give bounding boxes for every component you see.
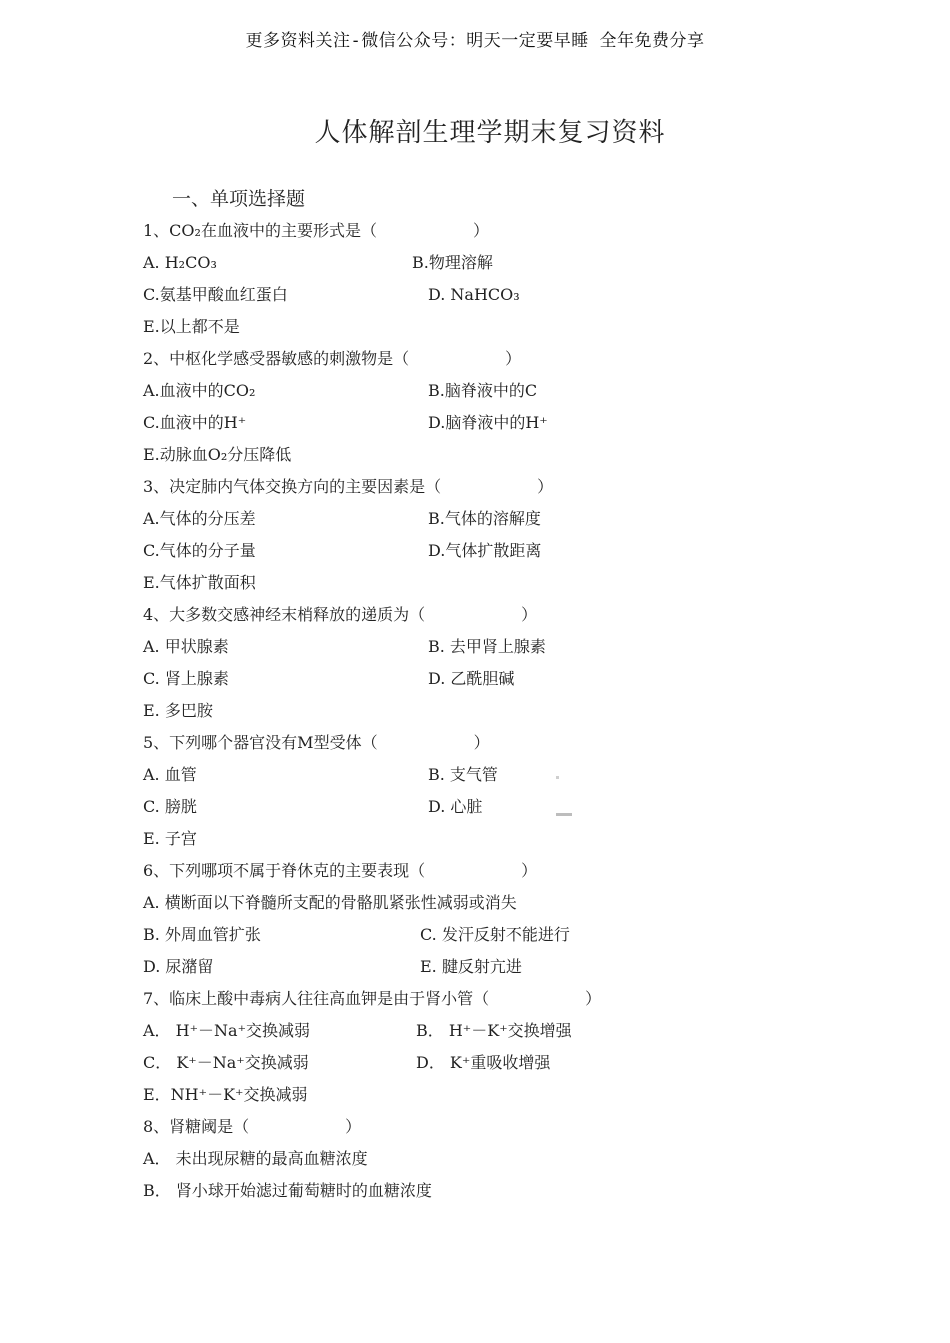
q1-option-e: E.以上都不是 [143, 317, 240, 336]
q3-option-b: B.气体的溶解度 [428, 509, 541, 528]
question-6: 6、下列哪项不属于脊休克的主要表现（ ） [143, 861, 538, 880]
q3-option-e: E.气体扩散面积 [143, 573, 256, 592]
q3-option-a: A.气体的分压差 [143, 509, 256, 528]
q5-option-e: E. 子宫 [143, 829, 197, 848]
question-2: 2、中枢化学感受器敏感的刺激物是（ ） [143, 349, 522, 368]
q4-option-a: A. 甲状腺素 [143, 637, 229, 656]
q5-option-b: B. 支气管 [428, 765, 498, 784]
question-8: 8、肾糖阈是（ ） [143, 1117, 362, 1136]
q7-option-b: B． H⁺－K⁺交换增强 [416, 1021, 572, 1040]
q1-option-b: B.物理溶解 [412, 253, 493, 272]
q7-option-c: C． K⁺－Na⁺交换减弱 [143, 1053, 309, 1072]
question-4: 4、大多数交感神经末梢释放的递质为（ ） [143, 605, 538, 624]
q1-option-a: A. H₂CO₃ [143, 253, 217, 272]
wechat-banner: 更多资料关注-微信公众号：明天一定要早睡 全年免费分享 [245, 31, 705, 51]
q6-option-e: E. 腱反射亢进 [420, 957, 522, 976]
q2-option-d: D.脑脊液中的H⁺ [428, 413, 548, 432]
q2-option-b: B.脑脊液中的C [428, 381, 538, 400]
scan-artifact-dot [556, 776, 559, 779]
q4-option-e: E. 多巴胺 [143, 701, 213, 720]
q2-option-a: A.血液中的CO₂ [143, 381, 256, 400]
q7-option-a: A． H⁺－Na⁺交换减弱 [143, 1021, 311, 1040]
q6-option-c: C. 发汗反射不能进行 [420, 925, 570, 944]
q1-option-c: C.氨基甲酸血红蛋白 [143, 285, 288, 304]
q3-option-c: C.气体的分子量 [143, 541, 256, 560]
q5-option-a: A. 血管 [143, 765, 197, 784]
scan-artifact-dash [556, 813, 572, 816]
q4-option-b: B. 去甲肾上腺素 [428, 637, 546, 656]
q8-option-a: A． 未出现尿糖的最高血糖浓度 [143, 1149, 368, 1168]
q2-option-c: C.血液中的H⁺ [143, 413, 247, 432]
q5-option-d: D. 心脏 [428, 797, 483, 816]
q6-option-a: A. 横断面以下脊髓所支配的骨骼肌紧张性减弱或消失 [143, 893, 517, 912]
q5-option-c: C. 膀胱 [143, 797, 197, 816]
question-3: 3、决定肺内气体交换方向的主要因素是（ ） [143, 477, 554, 496]
q2-option-e: E.动脉血O₂分压降低 [143, 445, 292, 464]
question-5: 5、下列哪个器官没有M型受体（ ） [143, 733, 490, 752]
question-1: 1、CO₂在血液中的主要形式是（ ） [143, 221, 489, 240]
q4-option-c: C. 肾上腺素 [143, 669, 229, 688]
q7-option-d: D． K⁺重吸收增强 [416, 1053, 551, 1072]
question-7: 7、临床上酸中毒病人往往高血钾是由于肾小管（ ） [143, 989, 602, 1008]
document-title: 人体解剖生理学期末复习资料 [314, 118, 666, 148]
q1-option-d: D. NaHCO₃ [428, 285, 520, 304]
q7-option-e: E．NH⁺－K⁺交换减弱 [143, 1085, 308, 1104]
q6-option-b: B. 外周血管扩张 [143, 925, 261, 944]
q8-option-b: B． 肾小球开始滤过葡萄糖时的血糖浓度 [143, 1181, 432, 1200]
q3-option-d: D.气体扩散距离 [428, 541, 542, 560]
section-heading: 一、单项选择题 [172, 188, 306, 210]
q6-option-d: D. 尿潴留 [143, 957, 214, 976]
q4-option-d: D. 乙酰胆碱 [428, 669, 515, 688]
